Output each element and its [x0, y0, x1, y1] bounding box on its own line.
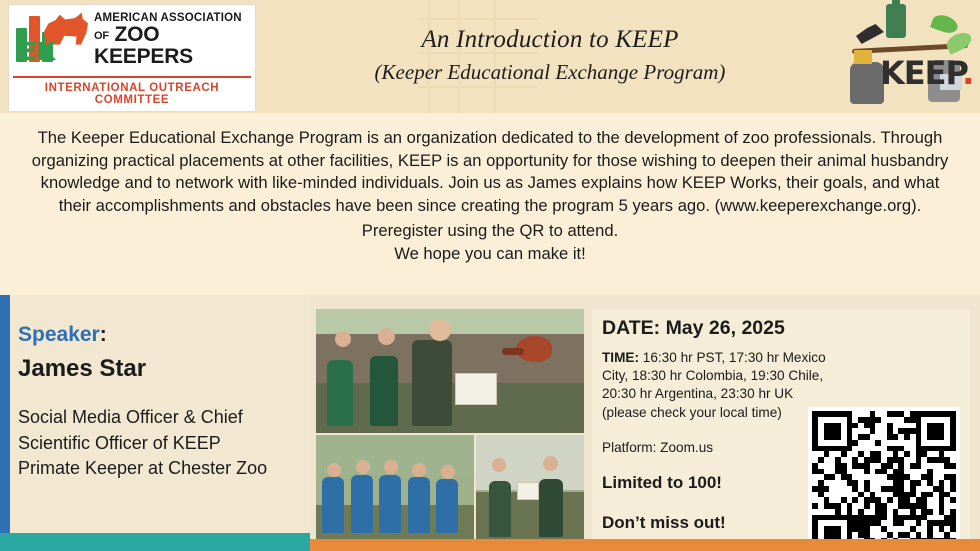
keep-logo-word: KEEP.: [880, 54, 974, 92]
event-date: [602, 317, 960, 340]
keep-logo-dot: .: [962, 54, 974, 92]
date-label: DATE:: [602, 317, 661, 339]
aazk-monogram: EK: [20, 37, 55, 66]
time-label: TIME:: [602, 350, 639, 365]
description-paragraph: The Keeper Educational Exchange Program is an organization dedicated to the development of zoo professionals. Through organizing practical placements at other facilities, KEEP is an opportunity for those wishing to deepen their animal husbandry knowledge and to network with like-minded individuals. Join us as James explains how KEEP Works, their goals, and what their accomplishments and obstacles have been since creating the program 5 years ago. (www.keeperexchange.org).: [31, 128, 949, 216]
event-info-panel: [592, 309, 970, 541]
speaker-role: [18, 405, 308, 482]
aazk-logo-subtitle: INTERNATIONAL OUTREACH COMMITTEE: [13, 76, 251, 106]
aazk-logo-line2: [94, 24, 250, 68]
aazk-logo: [8, 4, 256, 112]
hope-line: We hope you can make it!: [394, 243, 586, 263]
photo-enclosure: [476, 435, 584, 541]
limited-seats-note: Limited to 100!: [602, 472, 722, 492]
aazk-logo-line1: AMERICAN ASSOCIATION: [94, 11, 242, 24]
time-value: 16:30 hr PST, 17:30 hr Mexico City, 18:30 hr Colombia, 19:30 Chile, 20:30 hr Argentina, 23:30 hr UK (please check your local time): [602, 350, 826, 420]
aazk-logo-row: [14, 9, 250, 71]
qr-code-grid: [812, 411, 956, 551]
poster-title-block: [270, 26, 830, 85]
aazk-logo-of: OF: [94, 29, 109, 42]
speaker-role-line2: Scientific Officer of KEEP: [18, 432, 221, 453]
dont-miss-note: Don’t miss out!: [602, 512, 726, 532]
orange-footer-strip: [310, 539, 980, 551]
qr-code[interactable]: [808, 407, 960, 551]
rhino-logo-icon: [14, 10, 88, 70]
page-subtitle: (Keeper Educational Exchange Program): [374, 60, 726, 84]
event-time: [602, 349, 834, 422]
speaker-name: James Star: [18, 355, 147, 382]
lower-section: [0, 295, 980, 551]
date-value: May 26, 2025: [665, 317, 785, 339]
description-panel: [0, 113, 980, 295]
aazk-logo-zookeepers: ZOO KEEPERS: [94, 22, 193, 69]
speaker-role-line3: Primate Keeper at Chester Zoo: [18, 458, 268, 479]
photo-main: [316, 309, 584, 433]
header-band: [0, 0, 980, 113]
teal-footer-strip: [0, 533, 310, 551]
page-title: An Introduction to KEEP: [421, 26, 679, 53]
keep-logo-icon: [846, 2, 974, 110]
speaker-label-colon: :: [99, 323, 107, 346]
left-accent-bar: [0, 295, 10, 551]
preregister-line: Preregister using the QR to attend.: [361, 220, 619, 240]
aazk-logo-text: [94, 12, 250, 68]
photo-collage: [316, 309, 584, 541]
speaker-role-line1: Social Media Officer & Chief: [18, 407, 243, 427]
speaker-label: Speaker:: [18, 323, 107, 346]
photo-group: [316, 435, 474, 541]
event-platform: Platform: Zoom.us: [602, 439, 714, 455]
